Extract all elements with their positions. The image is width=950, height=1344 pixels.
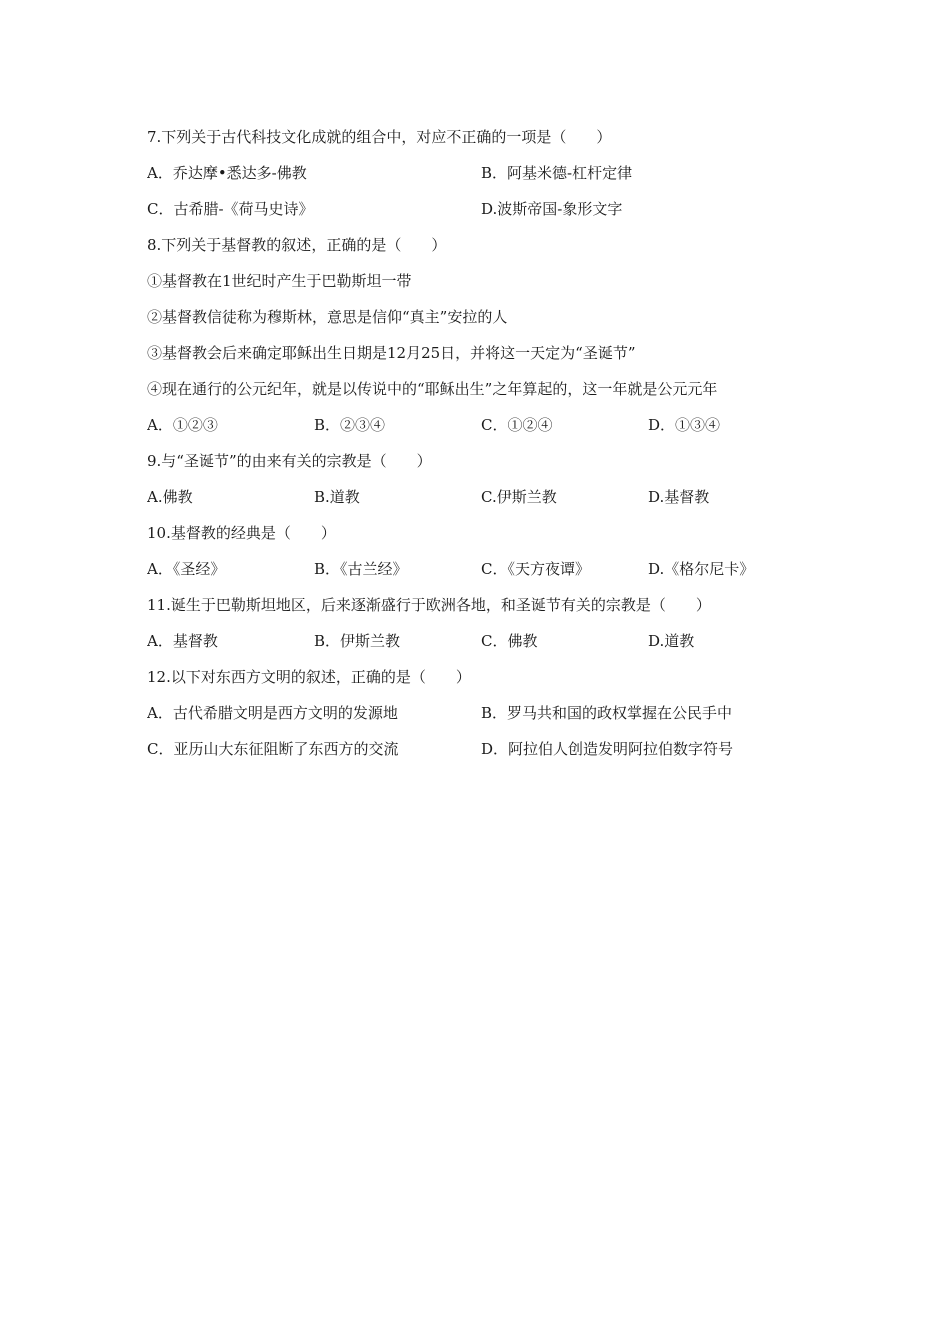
question-11-option-b: B．伊斯兰教 (314, 632, 401, 650)
question-7-option-c: C．古希腊-《荷马史诗》 (147, 200, 314, 218)
question-12-option-d: D．阿拉伯人创造发明阿拉伯数字符号 (481, 740, 734, 758)
question-12-stem: 12.以下对东西方文明的叙述，正确的是（ ） (147, 668, 471, 686)
question-9-option-b: B.道教 (314, 488, 360, 506)
question-9-option-a: A.佛教 (147, 488, 193, 506)
question-10-option-b: B．《古兰经》 (314, 560, 408, 578)
question-12-options-row-2 (147, 736, 827, 772)
question-list (147, 124, 827, 772)
question-7-option-a: A．乔达摩•悉达多-佛教 (147, 164, 307, 182)
question-9-stem: 9.与“圣诞节”的由来有关的宗教是（ ） (147, 452, 432, 470)
question-12-option-b: B．罗马共和国的政权掌握在公民手中 (481, 704, 733, 722)
question-8-option-a: A．①②③ (147, 416, 218, 434)
question-11-option-d: D.道教 (648, 632, 695, 650)
question-9-option-d: D.基督教 (648, 488, 710, 506)
question-10-stem: 10.基督教的经典是（ ） (147, 524, 336, 542)
question-11-option-a: A．基督教 (147, 632, 218, 650)
question-10-options (147, 556, 827, 592)
question-10-option-d: D.《格尔尼卡》 (648, 560, 755, 578)
question-8-option-b: B．②③④ (314, 416, 386, 434)
question-10-option-a: A．《圣经》 (147, 560, 226, 578)
question-8-statement-1: ①基督教在1世纪时产生于巴勒斯坦一带 (147, 272, 412, 290)
question-12-option-a: A．古代希腊文明是西方文明的发源地 (147, 704, 398, 722)
question-9-options (147, 484, 827, 520)
question-8-stem: 8.下列关于基督教的叙述，正确的是（ ） (147, 236, 447, 254)
question-7-option-d: D.波斯帝国-象形文字 (481, 200, 623, 218)
question-12-options-row-1 (147, 700, 827, 736)
question-8-statement-3: ③基督教会后来确定耶稣出生日期是12月25日，并将这一天定为“圣诞节” (147, 344, 636, 362)
question-8-options (147, 412, 827, 448)
question-7-option-b: B．阿基米德-杠杆定律 (481, 164, 633, 182)
question-8-statement-2: ②基督教信徒称为穆斯林，意思是信仰“真主”安拉的人 (147, 308, 508, 326)
question-7-options-row-1 (147, 160, 827, 196)
question-11-stem: 11.诞生于巴勒斯坦地区，后来逐渐盛行于欧洲各地，和圣诞节有关的宗教是（ ） (147, 596, 711, 614)
question-7-stem: 7.下列关于古代科技文化成就的组合中，对应不正确的一项是（ ） (147, 128, 612, 146)
question-8-option-d: D．①③④ (648, 416, 721, 434)
question-7-options-row-2 (147, 196, 827, 232)
question-10-option-c: C．《天方夜谭》 (481, 560, 590, 578)
question-11-option-c: C．佛教 (481, 632, 538, 650)
question-9-option-c: C.伊斯兰教 (481, 488, 557, 506)
question-11-options (147, 628, 827, 664)
question-8-option-c: C．①②④ (481, 416, 553, 434)
question-12-option-c: C．亚历山大东征阻断了东西方的交流 (147, 740, 399, 758)
question-8-statement-4: ④现在通行的公元纪年，就是以传说中的“耶稣出生”之年算起的，这一年就是公元元年 (147, 380, 718, 398)
